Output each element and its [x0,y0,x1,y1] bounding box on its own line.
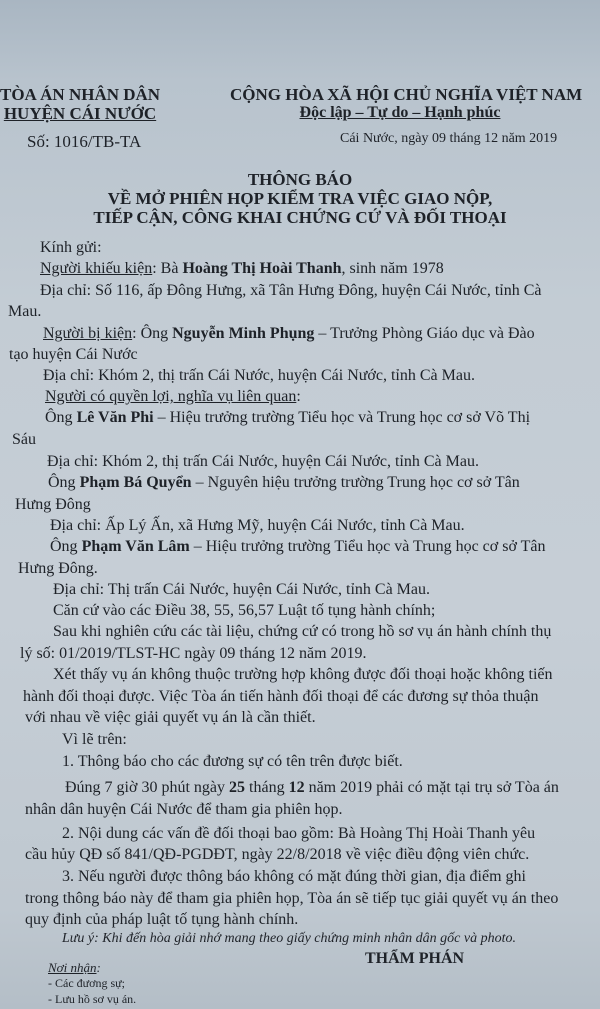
consider-text-2: hành đối thoại được. Việc Tòa án tiến hành đối thoại để các đương sự thỏa thuận [23,688,539,705]
document-number: Số: 1016/TB-TA [27,132,142,151]
related-name: Phạm Bá Quyển [79,474,192,491]
related-prefix: Ông [48,474,80,491]
related-role: – Nguyên hiệu trưởng trường Trung học cơ sở Tân [191,474,520,491]
related-person-3 [50,536,546,557]
meeting-month: 12 [288,779,305,796]
defendant-label: Người bị kiện [43,325,133,342]
meeting-text: năm 2019 phải có mặt tại trụ sở Tòa án [304,779,559,796]
recipient-1: - Các đương sự; [48,976,126,990]
item-2-cont: cầu hủy QĐ số 841/QĐ-PGDĐT, ngày 22/8/2018 về việc điều động viên chức. [25,846,530,863]
consider-text-1: Xét thấy vụ án không thuộc trường hợp không được đối thoại hoặc không tiến [53,666,553,683]
recipient-2: - Lưu hồ sơ vụ án. [48,992,137,1006]
related-address: Địa chỉ: Ấp Lý Ấn, xã Hưng Mỹ, huyện Cái Nước, tỉnh Cà Mau. [50,517,465,534]
notice-title: THÔNG BÁO [247,170,353,189]
item-1: 1. Thông báo cho các đương sự có tên trên được biết. [62,753,403,770]
plaintiff-address-cont: Mau. [8,303,42,320]
nation-title: CỘNG HÒA XÃ HỘI CHỦ NGHĨA VIỆT NAM [230,85,583,104]
related-role: – Hiệu trưởng trường Tiểu học và Trung học cơ sở Võ Thị [153,409,531,426]
defendant-address: Địa chỉ: Khóm 2, thị trấn Cái Nước, huyện Cái Nước, tỉnh Cà Mau. [43,367,475,384]
related-prefix: Ông [50,538,82,555]
related-role-cont: Sáu [12,431,36,448]
related-name: Phạm Văn Lâm [81,538,190,555]
defendant-name: Nguyễn Minh Phụng [172,325,315,342]
nation-motto: Độc lập – Tự do – Hạnh phúc [299,104,501,121]
plaintiff-label: Người khiếu kiện [40,260,153,277]
greeting: Kính gửi: [40,239,102,256]
recipients-label: Nơi nhận [48,960,97,975]
court-name: TÒA ÁN NHÂN DÂN [0,85,161,104]
meeting-place: nhân dân huyện Cái Nước để tham gia phiên họp. [25,801,343,818]
item-2: 2. Nội dung các vấn đề đối thoại bao gồm: Bà Hoàng Thị Hoài Thanh yêu [62,825,536,842]
notice-subtitle-1: VỀ MỞ PHIÊN HỌP KIỂM TRA VIỆC GIAO NỘP, [107,189,493,208]
plaintiff-line [40,258,444,279]
meeting-time [65,777,559,798]
plaintiff-birth: , sinh năm 1978 [341,260,444,277]
item-3: 3. Nếu người được thông báo không có mặt đúng thời gian, địa điểm ghi [62,868,526,885]
related-label: Người có quyền lợi, nghĩa vụ liên quan [45,388,297,405]
therefore: Vì lẽ trên: [62,731,127,748]
legal-basis: Căn cứ vào các Điều 38, 55, 56,57 Luật tố tụng hành chính; [53,602,436,619]
defendant-prefix: : Ông [132,325,173,342]
plaintiff-address: Địa chỉ: Số 116, ấp Đông Hưng, xã Tân Hưng Đông, huyện Cái Nước, tỉnh Cà [40,282,542,299]
meeting-text: tháng [245,779,289,796]
recipients-heading [48,960,101,976]
plaintiff-name: Hoàng Thị Hoài Thanh [182,260,342,277]
related-prefix: Ông [45,409,77,426]
item-3-cont-1: trong thông báo này để tham gia phiên họp, Tòa án sẽ tiếp tục giải quyết vụ án theo [25,890,559,907]
related-person-1 [45,407,530,428]
related-name: Lê Văn Phi [76,409,154,426]
meeting-day: 25 [229,779,246,796]
study-text-2: lý số: 01/2019/TLST-HC ngày 09 tháng 12 năm 2019. [20,645,367,662]
item-3-cont-2: quy định của pháp luật tố tụng hành chính. [25,911,299,928]
meeting-text: Đúng 7 giờ 30 phút ngày [65,779,230,796]
related-person-2 [48,472,520,493]
notice-subtitle-2: TIẾP CẬN, CÔNG KHAI CHỨNG CỨ VÀ ĐỐI THOẠI [93,208,507,227]
related-address: Địa chỉ: Thị trấn Cái Nước, huyện Cái Nước, tỉnh Cà Mau. [53,581,431,598]
related-role-cont: Hưng Đông [15,496,91,513]
recipients-colon: : [96,960,101,975]
defendant-role-cont: tạo huyện Cái Nước [9,346,138,363]
study-text-1: Sau khi nghiên cứu các tài liệu, chứng cứ có trong hồ sơ vụ án hành chính thụ [53,623,552,640]
related-colon: : [296,388,301,405]
signer-title: THẨM PHÁN [365,950,465,967]
note: Lưu ý: Khi đến hòa giải nhớ mang theo giấy chứng minh nhân dân gốc và photo. [62,931,516,946]
consider-text-3: với nhau về việc giải quyết vụ án là cần thiết. [25,709,316,726]
related-role: – Hiệu trưởng trường Tiểu học và Trung học cơ sở Tân [189,538,546,555]
related-address: Địa chỉ: Khóm 2, thị trấn Cái Nước, huyện Cái Nước, tỉnh Cà Mau. [47,453,479,470]
court-district: HUYỆN CÁI NƯỚC [3,104,157,123]
place-date: Cái Nước, ngày 09 tháng 12 năm 2019 [340,131,558,146]
plaintiff-prefix: : Bà [152,260,183,277]
related-heading [45,386,301,407]
defendant-role: – Trưởng Phòng Giáo dục và Đào [314,325,535,342]
related-role-cont: Hưng Đông. [18,560,98,577]
defendant-line [43,323,535,344]
